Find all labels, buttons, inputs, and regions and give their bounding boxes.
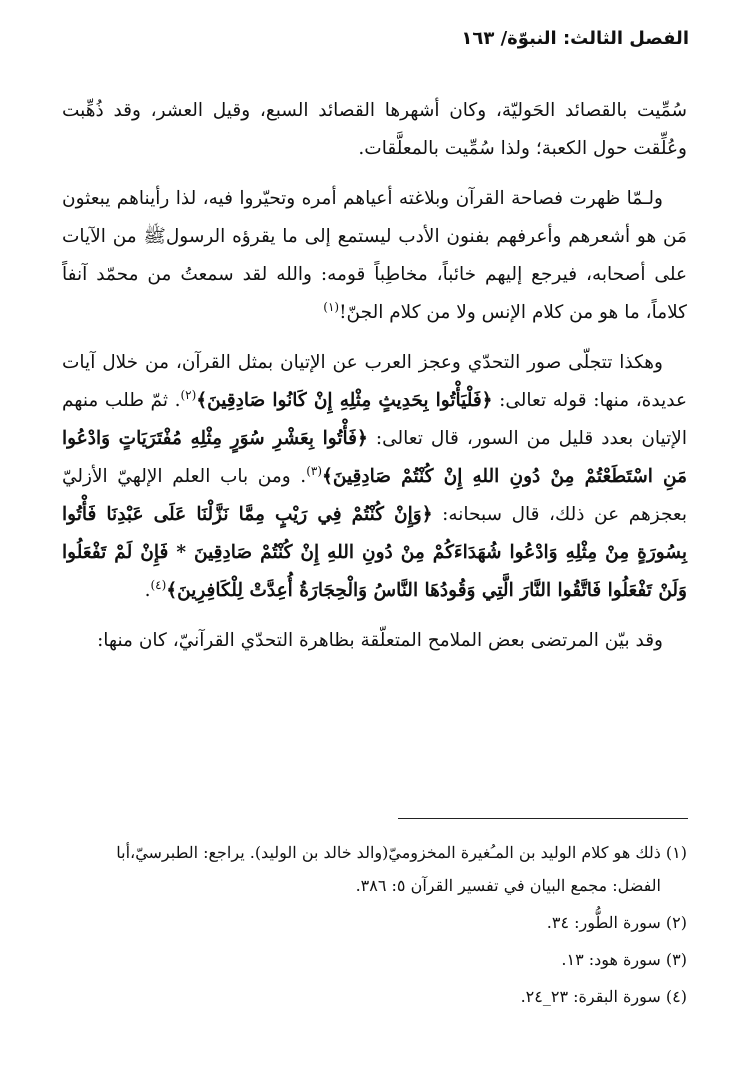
footnote-reference: (٢) <box>180 387 197 402</box>
paragraph-1 <box>62 92 687 168</box>
text-segment: . <box>144 580 151 601</box>
quran-verse: ﴿فَلْيَأْتُوا بِحَدِيثٍ مِثْلِهِ إِنْ كَانُوا صَادِقِينَ﴾ <box>196 390 493 411</box>
paragraph-2 <box>62 180 687 332</box>
main-text <box>62 92 687 672</box>
running-header: الفصل الثالث: النبوّة/ ١٦٣ <box>461 28 689 49</box>
footnote-reference: (١) <box>323 299 340 314</box>
footnote-1 <box>62 836 687 902</box>
footnote-reference: (٣) <box>306 463 323 478</box>
text-segment: سُمِّيت بالقصائد الحَوليّة، وكان أشهرها القصائد السبع، وقيل العشر، وقد ذُهِّبت وعُلِّقت حول الكعبة؛ ولذا سُمِّيت بالمعلَّقات. <box>62 100 687 159</box>
text-segment: . ثمّ طلب منهم الإتيان بعدد قليل من السور، قال تعالى: <box>62 390 687 449</box>
footnote-1-line-1: (١) ذلك هو كلام الوليد بن المـُغيرة المخزوميّ(والد خالد بن الوليد). يراجع: الطبرسيّ،أبا <box>116 843 687 862</box>
footnote-reference: (٤) <box>150 577 167 592</box>
text-segment: وقد بيّن المرتضى بعض الملامح المتعلّقة بظاهرة التحدّي القرآنيّ، كان منها: <box>97 630 663 651</box>
quran-verse: ﴿فَأْتُوا بِعَشْرِ سُوَرٍ مِثْلِهِ مُفْتَرَيَاتٍ وَادْعُوا مَنِ اسْتَطَعْتُمْ مِنْ دُونِ اللهِ إِنْ كُنْتُمْ صَادِقِينَ﴾ <box>62 428 687 487</box>
footnote-4: (٤) سورة البقرة: ٢٣_٢٤. <box>520 987 687 1006</box>
footnote-2: (٢) سورة الطُّور: ٣٤. <box>546 913 687 932</box>
paragraph-3 <box>62 344 687 610</box>
footnote-3: (٣) سورة هود: ١٣. <box>561 950 687 969</box>
footnote-separator <box>398 818 688 819</box>
footnotes <box>62 836 687 1017</box>
text-segment: . ومن باب العلم الإلهيّ الأزليّ بعجزهم عن ذلك، قال سبحانه: <box>62 466 687 525</box>
paragraph-4 <box>62 622 687 660</box>
quran-verse: ﴿وَإِنْ كُنْتُمْ فِي رَيْبٍ مِمَّا نَزَّلْنَا عَلَى عَبْدِنَا فَأْتُوا بِسُورَةٍ مِنْ مِثْلِهِ وَادْعُوا شُهَدَاءَكُمْ مِنْ دُونِ اللهِ إِنْ كُنْتُمْ صَادِقِينَ * فَإِنْ لَمْ تَفْعَلُوا وَلَنْ تَفْعَلُوا فَاتَّقُوا النَّارَ الَّتِي وَقُودُهَا النَّاسُ وَالْحِجَارَةُ أُعِدَّتْ لِلْكَافِرِينَ﴾ <box>62 504 687 601</box>
footnote-1-line-2: الفضل: مجمع البيان في تفسير القرآن ٥: ٣٨٦. <box>355 876 661 895</box>
text-segment: وهكذا تتجلّى صور التحدّي وعجز العرب عن الإتيان بمثل القرآن، من خلال آيات عديدة، منها: قوله تعالى: <box>62 352 687 411</box>
text-segment: ولـمّا ظهرت فصاحة القرآن وبلاغته أعياهم أمره وتحيّروا فيه، لذا رأيناهم يبعثون مَن هو أشعرهم وأعرفهم بفنون الأدب ليستمع إلى ما يقرؤه الرسول‏ﷺ من الآيات على أصحابه، فيرجع إليهم خائباً، مخاطِباً قومه: والله لقد سمعتُ من محمّد آنفاً كلاماً، ما هو من كلام الإنس ولا من كلام الجنّ! <box>62 188 687 323</box>
